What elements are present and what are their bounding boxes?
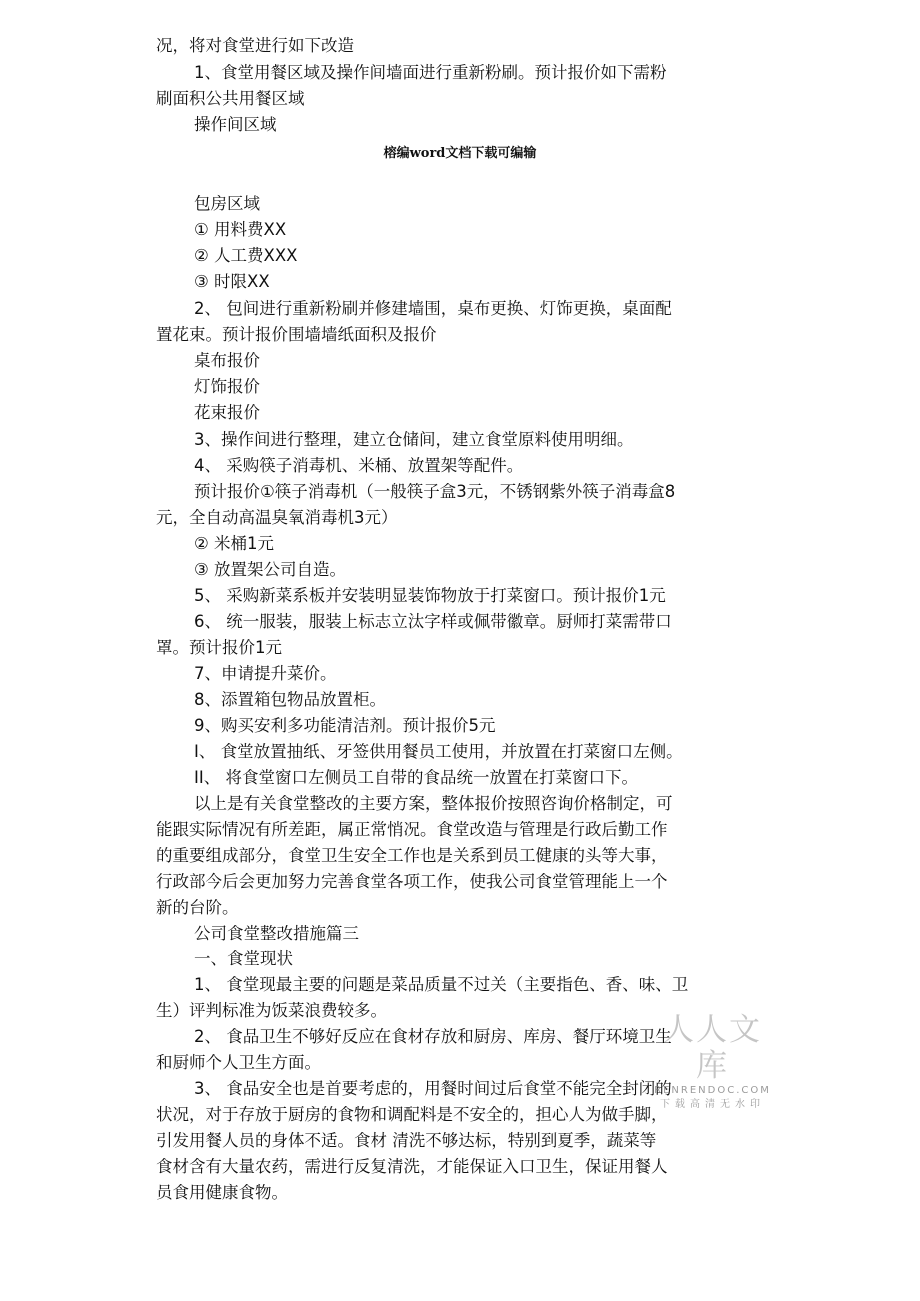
text-line: 1、 食堂现最主要的问题是菜品质量不过关（主要指色、香、味、卫 [194,975,689,994]
text-line: 况，将对食堂进行如下改造 [156,36,354,55]
text-line: 新的台阶。 [156,898,239,917]
text-line: 灯饰报价 [194,377,260,396]
text-line: 元，全自动高温臭氧消毒机3元） [156,508,398,527]
text-line: 花束报价 [194,403,260,422]
watermark [650,1012,775,1112]
text-line: 引发用餐人员的身体不适。食材 清洗不够达标，特别到夏季，蔬菜等 [156,1131,657,1150]
text-line: 能跟实际情况有所差距，属正常悄况。食堂改造与管理是行政后勤工作 [156,820,668,839]
text-line: 一、食堂现状 [194,949,293,968]
text-line: II、 将食堂窗口左侧员工自带的食品统一放置在打菜窗口下。 [194,768,638,787]
text-line: ③ 放置架公司自造。 [194,560,347,579]
text-line: ③ 时限XX [194,272,270,291]
text-line: 食材含有大量农药，需进行反复清洗，才能保证入口卫生，保证用餐人 [156,1157,668,1176]
text-line: 4、 采购筷子消毒机、米桶、放置架等配件。 [194,456,524,475]
text-line: 预计报价①筷子消毒机（一般筷子盒3元，不锈钢紫外筷子消毒盒8 [194,482,676,501]
text-line: 和厨师个人卫生方面。 [156,1053,321,1072]
text-line: 3、操作间进行整理，建立仓储间，建立食堂原料使用明细。 [194,430,634,449]
text-line: 状况，对于存放于厨房的食物和调配料是不安全的，担心人为做手脚， [156,1105,668,1124]
text-line: 刷面积公共用餐区域 [156,89,305,108]
watermark-site: RENRENDOC.COM [654,1085,771,1096]
text-line: 员食用健康食物。 [156,1183,288,1202]
text-line: 3、 食品安全也是首要考虑的，用餐时间过后食堂不能完全封闭的 [194,1079,672,1098]
watermark-logo: 人人文库 [663,1012,762,1084]
text-line: 2、 包间进行重新粉刷并修建墙围，桌布更换、灯饰更换，桌面配 [194,299,672,318]
text-line: 9、购买安利多功能清洁剂。预计报价5元 [194,716,496,735]
text-line: 5、 采购新菜系板并安装明显装饰物放于打菜窗口。预计报价1元 [194,586,666,605]
page-header: 榕编word文档下载可编输 [383,146,537,161]
text-line: 7、申请提升菜价。 [194,664,337,683]
text-line: 2、 食品卫生不够好反应在食材存放和厨房、库房、餐厅环境卫生 [194,1027,672,1046]
text-line: ② 米桶1元 [194,534,275,553]
text-line: 6、 统一服装，服装上标志立汰字样或佩带徽章。厨师打菜需带口 [194,612,672,631]
text-line: I、 食堂放置抽纸、牙签供用餐员工使用，并放置在打菜窗口左侧。 [194,742,683,761]
text-line: 公司食堂整改措施篇三 [194,924,359,943]
text-line: 罩。预计报价1元 [156,638,282,657]
text-line: ① 用料费XX [194,220,287,239]
watermark-tagline: 下载高清无水印 [660,1099,765,1110]
text-line: 的重要组成部分，食堂卫生安全工作也是关系到员工健康的头等大事， [156,846,668,865]
text-line: 桌布报价 [194,351,260,370]
text-line: ② 人工费XXX [194,246,298,265]
text-line: 操作间区域 [194,115,277,134]
text-line: 行政部今后会更加努力完善食堂各项工作，使我公司食堂管理能上一个 [156,872,668,891]
text-line: 以上是有关食堂整改的主要方案，整体报价按照咨询价格制定，可 [194,794,673,813]
text-line: 8、添置箱包物品放置柜。 [194,690,386,709]
text-line: 置花束。预计报价围墙墙纸面积及报价 [156,325,437,344]
text-line: 生）评判标准为饭菜浪费较多。 [156,1001,387,1020]
text-line: 包房区域 [194,194,260,213]
text-line: 1、食堂用餐区域及操作间墙面进行重新粉刷。预计报价如下需粉 [194,63,667,82]
